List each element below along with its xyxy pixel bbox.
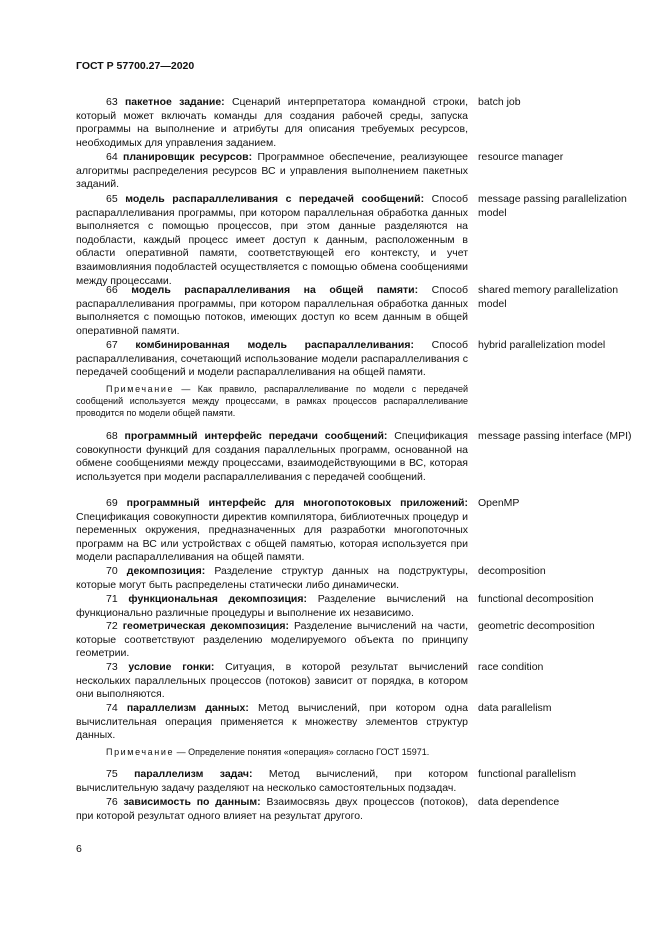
english-term-72: geometric decomposition [478,620,595,632]
entry-number: 67 [106,339,118,351]
entry-term: параллелизм задач: [134,768,253,780]
english-term-63: batch job [478,96,521,108]
entry-number: 65 [106,193,118,205]
english-term-75: functional parallelism [478,768,577,780]
entry-term: программный интерфейс передачи сообщений: [124,430,388,442]
english-term-66: shared memory parallelization model [478,284,619,310]
english-term-67: hybrid parallelization model [478,339,606,351]
entry-definition: Способ распараллеливания, сочетающий использование модели распараллеливания с передачей сообщений и модели распараллеливания на общей памяти. [76,339,468,379]
entry-term: функциональная декомпозиция: [128,593,307,605]
term-entry-76 [76,796,468,823]
page-number: 6 [76,843,82,855]
entry-term: модель распараллеливания на общей памяти: [131,284,419,296]
entry-number: 71 [106,593,118,605]
entry-number: 68 [106,430,118,442]
english-term-74: data parallelism [478,702,552,714]
entry-number: 72 [106,620,118,632]
entry-number: 66 [106,284,118,296]
note-text: — Определение понятия «операция» согласно ГОСТ 15971. [176,747,430,757]
entry-number: 64 [106,151,118,163]
note-text: — Как правило, распараллеливание по модели с передачей сообщений используется между процессами, в рамках процессов распараллеливание проводится по модели общей памяти. [76,384,468,418]
entry-number: 73 [106,661,118,673]
entry-term: программный интерфейс для многопотоковых приложений: [126,497,468,509]
english-term-76: data dependence [478,796,560,808]
term-entry-75 [76,768,468,795]
document-header: ГОСТ Р 57700.27—2020 [76,60,195,72]
entry-definition: Метод вычислений, при котором вычислительную задачу разделяют на несколько самостоятельных подзадач. [76,768,469,794]
note-label: Примечание [106,384,175,394]
entry-definition: Спецификация совокупности функций для создания параллельных программ, основанной на обмене сообщениями между процессами, взаимодействующими в ВС, которая используется при модели распараллеливания с передачей сообщений. [76,430,468,483]
entry-number: 69 [106,497,118,509]
note-1 [76,383,468,419]
note-2 [76,746,468,758]
term-entry-72 [76,620,468,661]
entry-definition: Разделение вычислений на функционально различные процедуры и выполнение их независимо. [76,593,468,619]
term-entry-73 [76,661,468,702]
entry-definition: Программное обеспечение, реализующее алгоритмы распределения ресурсов ВС и управления выполнением пакетных заданий. [76,151,469,191]
entry-term: условие гонки: [128,661,215,673]
entry-term: модель распараллеливания с передачей сообщений: [125,193,425,205]
term-entry-66 [76,284,468,338]
entry-term: пакетное задание: [124,96,225,108]
term-entry-74 [76,702,468,743]
entry-term: параллелизм данных: [126,702,249,714]
english-term-65: message passing parallelization model [478,193,627,219]
english-term-73: race condition [478,661,544,673]
english-term-68: message passing interface (MPI) [478,430,632,442]
term-entry-67 [76,339,468,380]
term-entry-70 [76,565,468,592]
term-entry-63 [76,96,468,150]
entry-definition: Ситуация, в которой результат вычислений нескольких параллельных процессов (потоков) зависит от порядка, в котором они выполняются. [76,661,468,701]
entry-term: планировщик ресурсов: [123,151,253,163]
term-entry-64 [76,151,468,192]
note-label: Примечание [106,747,175,757]
entry-number: 70 [106,565,118,577]
term-entry-68 [76,430,468,484]
entry-definition: Взаимосвязь двух процессов (потоков), при которой результат одного влияет на результат другого. [76,796,468,822]
entry-term: геометрическая декомпозиция: [122,620,289,632]
entry-number: 76 [106,796,118,808]
entry-definition: Сценарий интерпретатора командной строки, который может включать команды для создания рабочей среды, запуска программы на выполнение и атрибуты для описания требуемых ресурсов, необходимых для управления заданием. [76,96,468,149]
entry-term: декомпозиция: [126,565,206,577]
entry-definition: Способ распараллеливания программы, при котором параллельная обработка данных выполняется с помощью процессов, при этом данные разделяются на подобласти, каждый процесс имеет доступ к данным, расположенным в области оперативной памяти, соответствующей его контексту, и учет взаимовлияния подобластей осуществляется с помощью обмена сообщениями между процессами. [76,193,468,287]
entry-term: комбинированная модель распараллеливания: [135,339,414,351]
entry-definition: Разделение структур данных на подструктуры, которые могут быть распределены статически либо динамически. [76,565,469,591]
entry-term: зависимость по данным: [123,796,261,808]
english-term-64: resource manager [478,151,564,163]
term-entry-71 [76,593,468,620]
term-entry-65 [76,193,468,288]
entry-number: 63 [106,96,118,108]
english-term-69: OpenMP [478,497,520,509]
term-entry-69 [76,497,468,565]
entry-number: 75 [106,768,118,780]
entry-number: 74 [106,702,118,714]
entry-definition: Разделение вычислений на части, которые соответствуют разделению моделируемого объекта по принципу геометрии. [76,620,469,660]
english-term-71: functional decomposition [478,593,594,605]
english-term-70: decomposition [478,565,546,577]
entry-definition: Способ распараллеливания программы, при котором параллельная обработка данных выполняется с помощью потоков, имеющих доступ ко всем данным в общей оперативной памяти. [76,284,468,337]
entry-definition: Метод вычислений, при котором одна вычислительная операция применяется к множеству элементов структур данных. [76,702,468,742]
entry-definition: Спецификация совокупности директив компилятора, библиотечных процедур и переменных окружения, предназначенных для разработки многопоточных программ на ВС или устройствах с общей памятью, которая используется при модели распараллеливания на общей памяти. [76,510,468,564]
